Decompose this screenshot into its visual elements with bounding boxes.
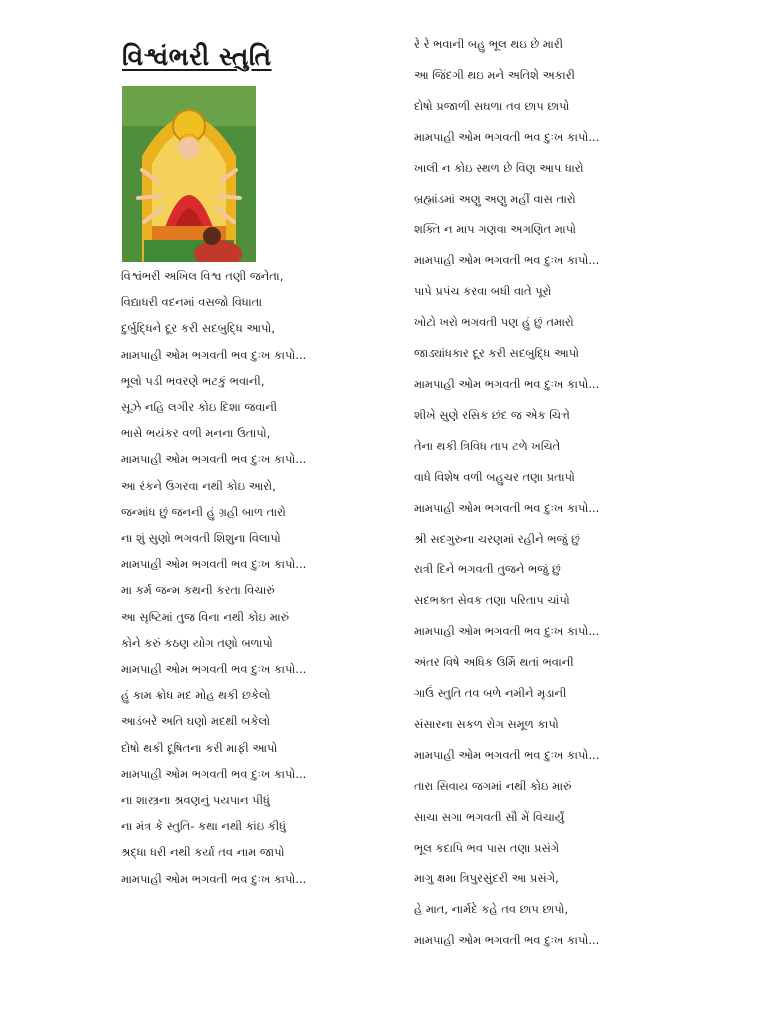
verse-line: મામપાહી ઓમ ભગવતી ભવ દુઃખ કાપો... — [414, 933, 600, 948]
verse-line: રાત્રી દિને ભગવતી તુજને ભજું છું — [414, 562, 561, 577]
verse-line: ખાલી ન કોઇ સ્થળ છે વિણ આપ ધારો — [414, 160, 584, 175]
verse-line: જન્માંધ છું જનની હું ગ્રહી બાળ તારો — [121, 504, 286, 519]
verse-column-right — [414, 29, 704, 956]
verse-line: ભૂલ કદાપિ ભવ પાસ તણા પ્રસંગે — [414, 840, 560, 855]
verse-line: વાધે વિશેષ વળી બહુચર તણા પ્રતાપો — [414, 469, 575, 484]
document-title: વિશ્વંભરી સ્તુતિ — [122, 42, 272, 71]
verse-line: માગુ ક્ષમા ત્રિપુરસુંદરી આ પ્રસંગે, — [414, 871, 559, 886]
verse-line: દોષો થકી દૂષિતના કરી માફી આપો — [121, 740, 278, 755]
verse-line: મા કર્મ જન્મ કથની કરતા વિચારું — [121, 583, 275, 598]
goddess-illustration — [122, 86, 256, 262]
verse-line: દોષો પ્રજાળી સઘળા તવ છાપ છાપો — [414, 98, 570, 113]
verse-line: સદભક્ત સેવક તણા પરિતાપ ચાંપો — [414, 593, 570, 608]
verse-line: શ્રદ્ધા ધરી નથી કર્યા તવ નામ જાપો — [121, 845, 285, 860]
verse-line: મામપાહી ઓમ ભગવતી ભવ દુઃખ કાપો... — [414, 129, 600, 144]
verse-line: આડંબરે અતિ ઘણો મદથી બકેલો — [121, 714, 271, 729]
verse-line: જાડ્યાંધકાર દૂર કરી સદબુદ્ધિ આપો — [414, 346, 580, 361]
verse-line: આ જિંદગી થઇ મને અતિશે અકારી — [414, 67, 575, 82]
verse-line: ના શું સુણો ભગવતી શિશુના વિલાપો — [121, 531, 281, 546]
verse-line: ભૂલો પડી ભવરણે ભટકું ભવાની, — [121, 373, 265, 388]
verse-line: કોને કરું કઠણ યોગ તણો બળાપો — [121, 635, 273, 650]
verse-line: મામપાહી ઓમ ભગવતી ભવ દુઃખ કાપો... — [121, 347, 307, 362]
verse-line: મામપાહી ઓમ ભગવતી ભવ દુઃખ કાપો... — [121, 662, 307, 677]
verse-line: સાચા સગા ભગવતી સૌ મેં વિચાર્યું — [414, 809, 565, 824]
verse-line: મામપાહી ઓમ ભગવતી ભવ દુઃખ કાપો... — [414, 624, 600, 639]
verse-line: હું કામ ક્રોધ મદ મોહ થકી છકેલો — [121, 688, 271, 703]
verse-line: આ રંકને ઉગરવા નથી કોઇ આરો, — [121, 478, 276, 493]
verse-line: ના મંત્ર કે સ્તુતિ- કથા નથી કાંઇ કીધું — [121, 819, 287, 834]
verse-line: મામપાહી ઓમ ભગવતી ભવ દુઃખ કાપો... — [414, 500, 600, 515]
verse-line: ખોટો ખરો ભગવતી પણ હું છું તમારો — [414, 315, 574, 330]
verse-line: મામપાહી ઓમ ભગવતી ભવ દુઃખ કાપો... — [121, 871, 307, 886]
verse-line: ભાસે ભયંકર વળી મનના ઉતાપો, — [121, 426, 271, 441]
verse-line: મામપાહી ઓમ ભગવતી ભવ દુઃખ કાપો... — [414, 747, 600, 762]
verse-column-left — [121, 263, 381, 892]
verse-line: ના શાસ્ત્રના શ્રવણનું પયપાન પીધું — [121, 793, 270, 808]
verse-line: વિશ્વંભરી અખિલ વિશ્વ તણી જનેતા, — [121, 269, 284, 283]
verse-line: તેના થકી ત્રિવિધ તાપ ટળે ખચિતે — [414, 438, 561, 453]
verse-line: શીખે સુણે રસિક છંદ જ એક ચિત્તે — [414, 407, 570, 422]
verse-line: શક્તિ ન માપ ગણવા અગણિત માપો — [414, 222, 577, 237]
verse-line: બ્રહ્માંડમાં અણુ અણુ મહીં વાસ તારો — [414, 191, 576, 206]
goddess-image — [122, 86, 256, 262]
verse-line: પાપે પ્રપંચ કરવા બધી વાતે પૂરો — [414, 284, 552, 299]
verse-line: દુર્બુદ્ધિને દૂર કરી સદબુદ્ધિ આપો, — [121, 321, 276, 336]
verse-line: રે રે ભવાની બહુ ભૂલ થઇ છે મારી — [414, 37, 564, 51]
verse-line: તારા સિવાય જગમાં નથી કોઇ મારું — [414, 778, 572, 793]
verse-line: હે માત, નાર્મદે કહે તવ છાપ છાપો, — [414, 902, 569, 917]
verse-line: મામપાહી ઓમ ભગવતી ભવ દુઃખ કાપો... — [414, 376, 600, 391]
verse-line: સૂઝે નહિ લગીર કોઇ દિશા જવાની — [121, 400, 278, 415]
verse-line: સંસારના સકળ રોગ સમૂળ કાપો — [414, 716, 559, 731]
verse-line: મામપાહી ઓમ ભગવતી ભવ દુઃખ કાપો... — [121, 766, 307, 781]
verse-line: વિદ્યાધરી વદનમાં વસજો વિધાતા — [121, 295, 263, 310]
verse-line: મામપાહી ઓમ ભગવતી ભવ દુઃખ કાપો... — [121, 557, 307, 572]
verse-line: અંતર વિષે અધિક ઉર્મિ થતાં ભવાની — [414, 655, 574, 670]
verse-line: ગાઉં સ્તુતિ તવ બળે નમીને મૃડાની — [414, 686, 567, 701]
verse-line: મામપાહી ઓમ ભગવતી ભવ દુઃખ કાપો... — [414, 253, 600, 268]
verse-line: મામપાહી ઓમ ભગવતી ભવ દુઃખ કાપો... — [121, 452, 307, 467]
verse-line: શ્રી સદગુરુના ચરણમાં રહીને ભજું છું — [414, 531, 580, 546]
verse-line: આ સૃષ્ટિમાં તુજ વિના નથી કોઇ મારું — [121, 609, 290, 624]
